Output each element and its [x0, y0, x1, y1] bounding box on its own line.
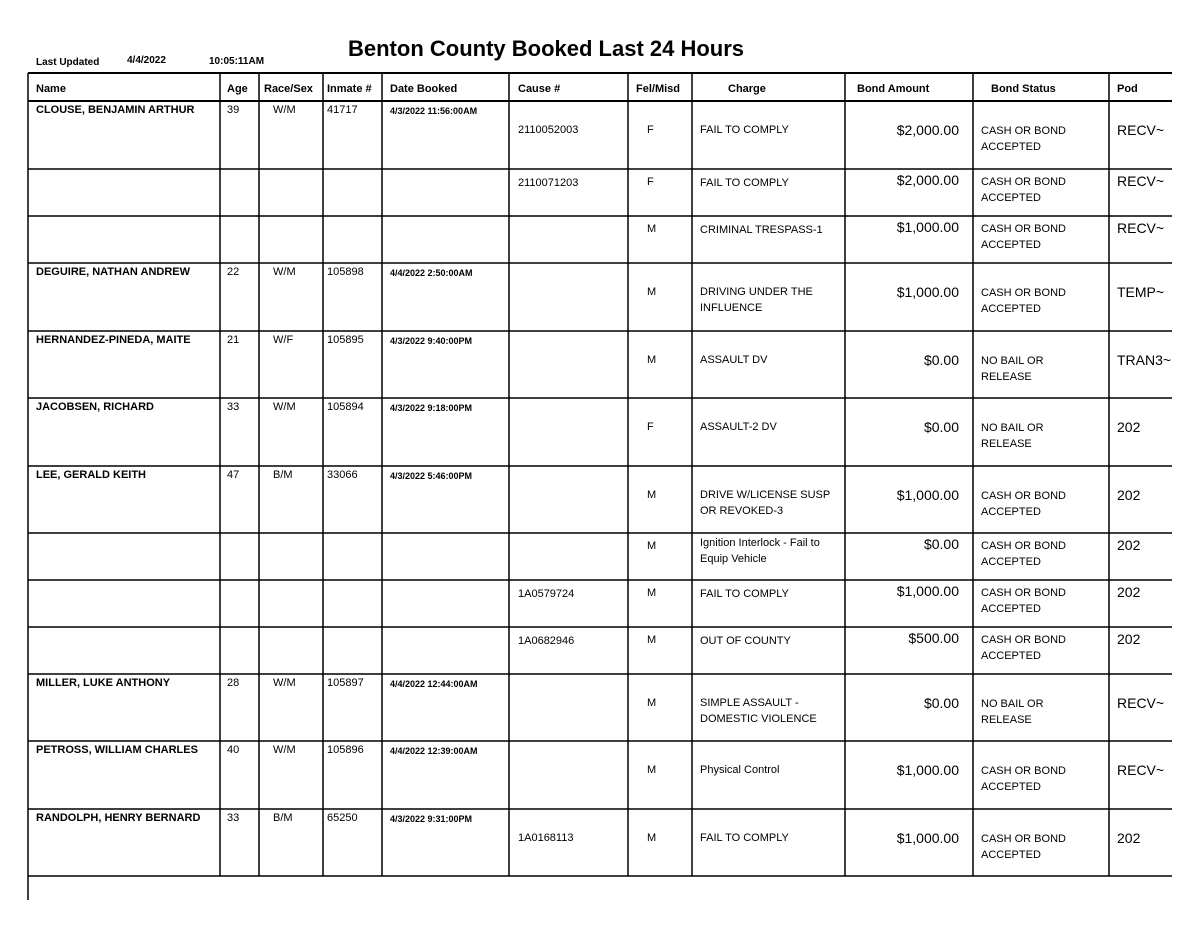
cause-number: 1A0682946 [518, 635, 575, 647]
bond-amount: $1,000.00 [896, 487, 959, 503]
fel-misd: M [647, 286, 657, 298]
inmate-age: 39 [227, 104, 240, 116]
last-updated-date: 4/4/2022 [127, 55, 166, 66]
pod-location: RECV~ [1117, 762, 1165, 778]
inmate-number: 105894 [327, 401, 364, 413]
column-header: Inmate # [327, 83, 372, 95]
fel-misd: M [647, 697, 657, 709]
bond-status: RELEASE [981, 371, 1032, 383]
inmate-race-sex: W/M [273, 266, 296, 278]
inmate-number: 33066 [327, 469, 358, 481]
bond-amount: $1,000.00 [896, 762, 959, 778]
inmate-race-sex: W/M [273, 744, 296, 756]
pod-location: TEMP~ [1117, 284, 1165, 300]
bond-status: CASH OR BOND [981, 634, 1066, 646]
inmate-race-sex: W/M [273, 401, 296, 413]
charge-text: OR REVOKED-3 [700, 505, 784, 517]
inmate-number: 105895 [327, 334, 364, 346]
cause-number: 1A0168113 [518, 832, 574, 844]
charge-text: FAIL TO COMPLY [700, 832, 789, 844]
pod-location: RECV~ [1117, 220, 1165, 236]
pod-location: 202 [1117, 584, 1141, 600]
inmate-race-sex: W/M [273, 677, 296, 689]
bond-status: CASH OR BOND [981, 176, 1066, 188]
bond-status: CASH OR BOND [981, 287, 1066, 299]
pod-location: RECV~ [1117, 695, 1165, 711]
bond-amount: $0.00 [923, 536, 959, 552]
inmate-name: JACOBSEN, RICHARD [36, 401, 154, 413]
inmate-number: 105898 [327, 266, 364, 278]
fel-misd: M [647, 489, 657, 501]
bond-amount: $0.00 [923, 419, 959, 435]
charge-text: SIMPLE ASSAULT - [700, 697, 799, 709]
inmate-name: HERNANDEZ-PINEDA, MAITE [36, 334, 191, 346]
pod-location: 202 [1117, 631, 1141, 647]
bond-status: CASH OR BOND [981, 125, 1066, 137]
charge-text: FAIL TO COMPLY [700, 588, 789, 600]
pod-location: RECV~ [1117, 173, 1165, 189]
bond-status: CASH OR BOND [981, 540, 1066, 552]
inmate-name: LEE, GERALD KEITH [36, 469, 147, 481]
charge-text: DRIVING UNDER THE [700, 286, 813, 298]
inmate-name: MILLER, LUKE ANTHONY [36, 677, 171, 689]
date-booked: 4/3/2022 9:40:00PM [390, 336, 473, 346]
last-updated-time: 10:05:11AM [209, 56, 265, 67]
date-booked: 4/3/2022 5:46:00PM [390, 471, 473, 481]
cause-number: 2110052003 [518, 124, 579, 136]
inmate-name: CLOUSE, BENJAMIN ARTHUR [36, 104, 195, 116]
date-booked: 4/3/2022 9:31:00PM [390, 814, 473, 824]
bond-amount: $1,000.00 [896, 219, 959, 235]
charge-text: FAIL TO COMPLY [700, 124, 789, 136]
bond-status: RELEASE [981, 714, 1032, 726]
bond-status: CASH OR BOND [981, 490, 1066, 502]
charge-text: DOMESTIC VIOLENCE [700, 713, 817, 725]
bond-status: ACCEPTED [981, 650, 1041, 662]
fel-misd: M [647, 587, 657, 599]
column-header: Age [227, 83, 248, 95]
inmate-age: 22 [227, 266, 240, 278]
charge-text: OUT OF COUNTY [700, 635, 791, 647]
bond-status: NO BAIL OR [981, 422, 1044, 434]
bond-status: NO BAIL OR [981, 698, 1044, 710]
inmate-race-sex: B/M [273, 469, 293, 481]
bond-status: CASH OR BOND [981, 223, 1066, 235]
column-header: Race/Sex [264, 83, 313, 95]
inmate-number: 105896 [327, 744, 364, 756]
inmate-race-sex: W/M [273, 104, 296, 116]
cause-number: 1A0579724 [518, 588, 575, 600]
column-header: Bond Amount [857, 83, 930, 95]
fel-misd: M [647, 832, 657, 844]
inmate-age: 33 [227, 812, 240, 824]
fel-misd: M [647, 540, 657, 552]
bond-status: ACCEPTED [981, 556, 1041, 568]
bond-status: ACCEPTED [981, 506, 1041, 518]
inmate-number: 65250 [327, 812, 358, 824]
pod-location: 202 [1117, 537, 1141, 553]
inmate-number: 105897 [327, 677, 364, 689]
charge-text: ASSAULT-2 DV [700, 421, 777, 433]
pod-location: TRAN3~ [1117, 352, 1172, 368]
bond-status: ACCEPTED [981, 781, 1041, 793]
bond-status: NO BAIL OR [981, 355, 1044, 367]
fel-misd: M [647, 354, 657, 366]
bond-amount: $0.00 [923, 352, 959, 368]
date-booked: 4/3/2022 9:18:00PM [390, 403, 473, 413]
bond-status: ACCEPTED [981, 192, 1041, 204]
fel-misd: F [647, 124, 654, 136]
date-booked: 4/3/2022 11:56:00AM [390, 106, 478, 116]
fel-misd: M [647, 223, 657, 235]
charge-text: Equip Vehicle [700, 553, 767, 565]
fel-misd: M [647, 634, 657, 646]
fel-misd: F [647, 421, 654, 433]
column-header: Name [36, 83, 66, 95]
charge-text: CRIMINAL TRESPASS-1 [700, 224, 823, 236]
inmate-race-sex: W/F [273, 334, 294, 346]
bond-amount: $0.00 [923, 695, 959, 711]
charge-text: DRIVE W/LICENSE SUSP [700, 489, 831, 501]
bond-status: CASH OR BOND [981, 765, 1066, 777]
column-header: Pod [1117, 83, 1138, 95]
bond-status: CASH OR BOND [981, 587, 1066, 599]
inmate-name: DEGUIRE, NATHAN ANDREW [36, 266, 190, 278]
pod-location: RECV~ [1117, 122, 1165, 138]
pod-location: 202 [1117, 419, 1141, 435]
inmate-age: 47 [227, 469, 240, 481]
date-booked: 4/4/2022 12:44:00AM [390, 679, 478, 689]
date-booked: 4/4/2022 2:50:00AM [390, 268, 473, 278]
inmate-age: 33 [227, 401, 240, 413]
inmate-age: 40 [227, 744, 240, 756]
cause-number: 2110071203 [518, 177, 579, 189]
charge-text: Ignition Interlock - Fail to [700, 537, 820, 549]
charge-text: INFLUENCE [700, 302, 763, 314]
bond-status: ACCEPTED [981, 303, 1041, 315]
date-booked: 4/4/2022 12:39:00AM [390, 746, 478, 756]
column-header: Cause # [518, 83, 561, 95]
inmate-name: RANDOLPH, HENRY BERNARD [36, 812, 201, 824]
bond-amount: $1,000.00 [896, 830, 959, 846]
bond-status: ACCEPTED [981, 141, 1041, 153]
bond-amount: $1,000.00 [896, 284, 959, 300]
bond-status: RELEASE [981, 438, 1032, 450]
charge-text: Physical Control [700, 764, 780, 776]
bond-amount: $2,000.00 [896, 122, 959, 138]
bond-status: ACCEPTED [981, 239, 1041, 251]
inmate-age: 28 [227, 677, 240, 689]
bond-status: ACCEPTED [981, 849, 1041, 861]
column-header: Date Booked [390, 83, 458, 95]
inmate-age: 21 [227, 334, 240, 346]
bond-amount: $500.00 [908, 630, 959, 646]
charge-text: ASSAULT DV [700, 354, 768, 366]
pod-location: 202 [1117, 487, 1141, 503]
inmate-number: 41717 [327, 104, 358, 116]
charge-text: FAIL TO COMPLY [700, 177, 789, 189]
bond-status: ACCEPTED [981, 603, 1041, 615]
bond-status: CASH OR BOND [981, 833, 1066, 845]
inmate-name: PETROSS, WILLIAM CHARLES [36, 744, 198, 756]
bond-amount: $2,000.00 [896, 172, 959, 188]
last-updated-label: Last Updated [36, 57, 100, 68]
column-header: Fel/Misd [636, 83, 681, 95]
report-title: Benton County Booked Last 24 Hours [348, 36, 745, 61]
fel-misd: F [647, 176, 654, 188]
column-header: Charge [728, 83, 766, 95]
fel-misd: M [647, 764, 657, 776]
bond-amount: $1,000.00 [896, 583, 959, 599]
pod-location: 202 [1117, 830, 1141, 846]
column-header: Bond Status [991, 83, 1056, 95]
inmate-race-sex: B/M [273, 812, 293, 824]
